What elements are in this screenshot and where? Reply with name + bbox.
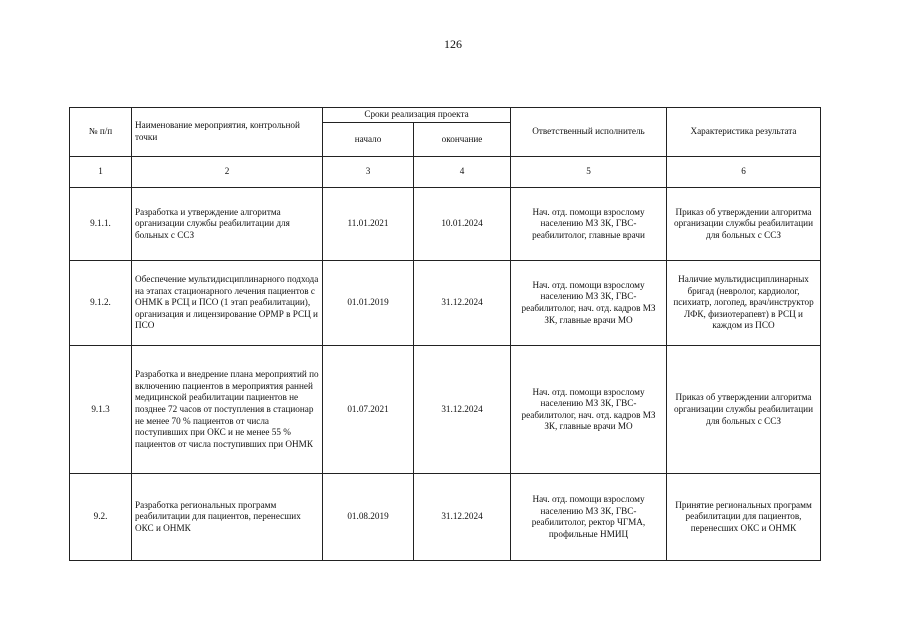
header-period: Сроки реализация проекта xyxy=(323,108,511,123)
row-name: Разработка региональных программ реабилитации для пациентов, перенесших ОКС и ОНМК xyxy=(132,474,323,561)
header-row-top xyxy=(70,108,821,123)
roadmap-table xyxy=(69,107,821,561)
row-end: 31.12.2024 xyxy=(414,474,511,561)
row-responsible: Нач. отд. помощи взрослому населению МЗ ЗК, ГВС-реабилитолог, нач. отд. кадров МЗ ЗК, главные врачи МО xyxy=(511,346,667,474)
column-number: 1 xyxy=(70,156,132,187)
row-responsible: Нач. отд. помощи взрослому населению МЗ ЗК, ГВС-реабилитолог, главные врачи xyxy=(511,188,667,261)
row-result: Приказ об утверждении алгоритма организации службы реабилитации для больных с ССЗ xyxy=(667,346,821,474)
header-start: начало xyxy=(323,122,414,156)
row-result: Приказ об утверждении алгоритма организации службы реабилитации для больных с ССЗ xyxy=(667,188,821,261)
header-num: № п/п xyxy=(70,108,132,157)
row-name: Обеспечение мультидисциплинарного подхода на этапах стационарного лечения пациентов с ОНМК в РСЦ и ПСО (1 этап реабилитации), организация и лицензирование ОРМР в РСЦ и ПСО xyxy=(132,260,323,346)
row-end: 31.12.2024 xyxy=(414,346,511,474)
row-number: 9.2. xyxy=(70,474,132,561)
header-name: Наименование мероприятия, контрольной точки xyxy=(132,108,323,157)
table-row xyxy=(70,346,821,474)
row-end: 10.01.2024 xyxy=(414,188,511,261)
table-row xyxy=(70,188,821,261)
page-number: 126 xyxy=(444,37,462,51)
row-name: Разработка и утверждение алгоритма организации службы реабилитации для больных с ССЗ xyxy=(132,188,323,261)
row-responsible: Нач. отд. помощи взрослому населению МЗ ЗК, ГВС-реабилитолог, ректор ЧГМА, профильные НМИЦ xyxy=(511,474,667,561)
column-number-row xyxy=(70,156,821,187)
column-number: 4 xyxy=(414,156,511,187)
row-responsible: Нач. отд. помощи взрослому населению МЗ ЗК, ГВС-реабилитолог, нач. отд. кадров МЗ ЗК, главные врачи МО xyxy=(511,260,667,346)
row-end: 31.12.2024 xyxy=(414,260,511,346)
row-start: 01.08.2019 xyxy=(323,474,414,561)
row-start: 11.01.2021 xyxy=(323,188,414,261)
row-result: Принятие региональных программ реабилитации для пациентов, перенесших ОКС и ОНМК xyxy=(667,474,821,561)
row-result: Наличие мультидисциплинарных бригад (невролог, кардиолог, психиатр, логопед, врач/инструктор ЛФК, физиотерапевт) в РСЦ и каждом из ПСО xyxy=(667,260,821,346)
table-row xyxy=(70,474,821,561)
column-number: 2 xyxy=(132,156,323,187)
row-start: 01.01.2019 xyxy=(323,260,414,346)
column-number: 6 xyxy=(667,156,821,187)
column-number: 5 xyxy=(511,156,667,187)
row-start: 01.07.2021 xyxy=(323,346,414,474)
row-name: Разработка и внедрение плана мероприятий по включению пациентов в мероприятия ранней медицинской реабилитации пациентов не позднее 72 часов от поступления в стационар не менее 70 % пациентов от числа поступивших при ОКС и не менее 55 % пациентов от числа поступивших при ОНМК xyxy=(132,346,323,474)
row-number: 9.1.3 xyxy=(70,346,132,474)
header-result: Характеристика результата xyxy=(667,108,821,157)
header-responsible: Ответственный исполнитель xyxy=(511,108,667,157)
header-end: окончание xyxy=(414,122,511,156)
row-number: 9.1.1. xyxy=(70,188,132,261)
column-number: 3 xyxy=(323,156,414,187)
table-row xyxy=(70,260,821,346)
row-number: 9.1.2. xyxy=(70,260,132,346)
